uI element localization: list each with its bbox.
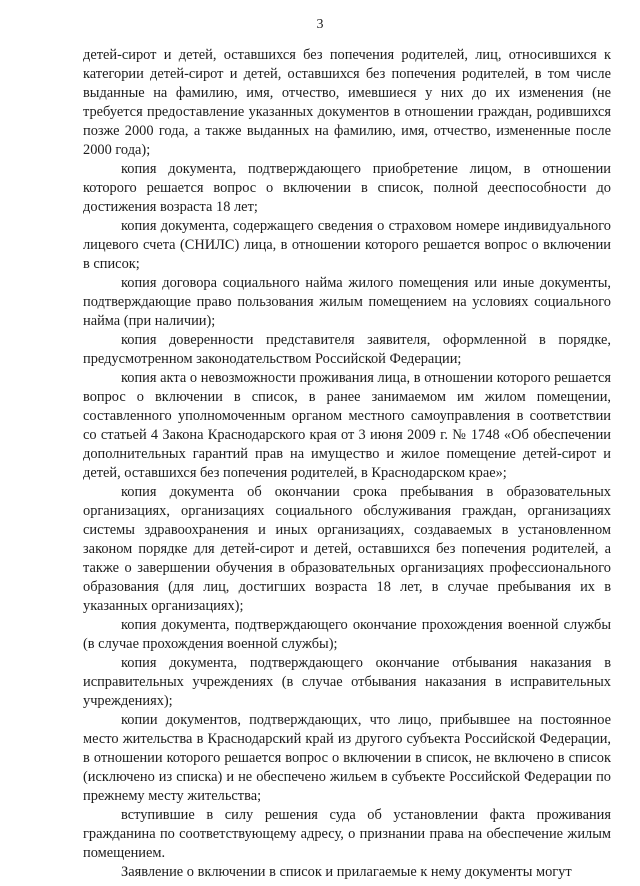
paragraph-application: Заявление о включении в список и прилагаемые к нему документы могут xyxy=(121,864,572,880)
paragraph-other-region: копии документов, подтверждающих, что лицо, прибывшее на постоянное место жительства в Краснодарский край из другого субъекта Российской Федерации, в отношении которого решается вопрос о включении в список, не включено в список (исключено из списка) и не обеспечено жильем в субъекте Российской Федерации по прежнему месту жительства; xyxy=(83,712,611,804)
paragraph-snils: копия документа, содержащего сведения о страховом номере индивидуального лицевого счета (СНИЛС) лица, в отношении которого решается вопрос о включении в список; xyxy=(83,218,611,272)
paragraph-continuation: детей-сирот и детей, оставшихся без попечения родителей, лиц, относившихся к категории детей-сирот и детей, оставшихся без попечения родителей, в том числе выданные на фамилию, имя, отчество, имевшиеся у них до их изменения (не требуется предоставление указанных документов в отношении граждан, родившихся позже 2000 года, а также выданных на фамилию, имя, отчество, измененные после 2000 года); xyxy=(83,47,611,158)
paragraph-stay-end: копия документа об окончании срока пребывания в образовательных организациях, организациях социального обслуживания граждан, организациях системы здравоохранения и иных организациях, создаваемых в установленном законом порядке для детей-сирот и детей, оставшихся без попечения родителей, а также о завершении обучения в образовательных организациях профессионального образования (для лиц, достигших возраста 18 лет, в случае пребывания их в указанных организациях); xyxy=(83,484,611,614)
paragraph-power-of-attorney: копия доверенности представителя заявителя, оформленной в порядке, предусмотренном законодательством Российской Федерации; xyxy=(83,332,611,367)
paragraph-dееspособность: копия документа, подтверждающего приобретение лицом, в отношении которого решается вопрос о включении в список, полной дееспособности до достижения возраста 18 лет; xyxy=(83,161,611,215)
paragraph-military-service: копия документа, подтверждающего окончание прохождения военной службы (в случае прохождения военной службы); xyxy=(83,617,611,652)
paragraph-impossibility-act: копия акта о невозможности проживания лица, в отношении которого решается вопрос о включении в список, в ранее занимаемом им жилом помещении, составленного уполномоченным органом местного самоуправления в соответствии со статьей 4 Закона Краснодарского края от 3 июня 2009 г. № 1748 «Об обеспечении дополнительных гарантий прав на имущество и жилое помещение детей-сирот и детей, оставшихся без попечения родителей, в Краснодарском крае»; xyxy=(83,370,611,481)
paragraph-social-rent: копия договора социального найма жилого помещения или иные документы, подтверждающие право пользования жилым помещением на условиях социального найма (при наличии); xyxy=(83,275,611,329)
document-body xyxy=(83,46,611,882)
paragraph-court-decisions: вступившие в силу решения суда об установлении факта проживания гражданина по соответствующему адресу, о признании права на обеспечение жилым помещением. xyxy=(83,807,611,861)
page-number: 3 xyxy=(316,17,324,32)
paragraph-sentence-end: копия документа, подтверждающего окончание отбывания наказания в исправительных учреждениях (в случае отбывания наказания в исправительных учреждениях); xyxy=(83,655,611,709)
